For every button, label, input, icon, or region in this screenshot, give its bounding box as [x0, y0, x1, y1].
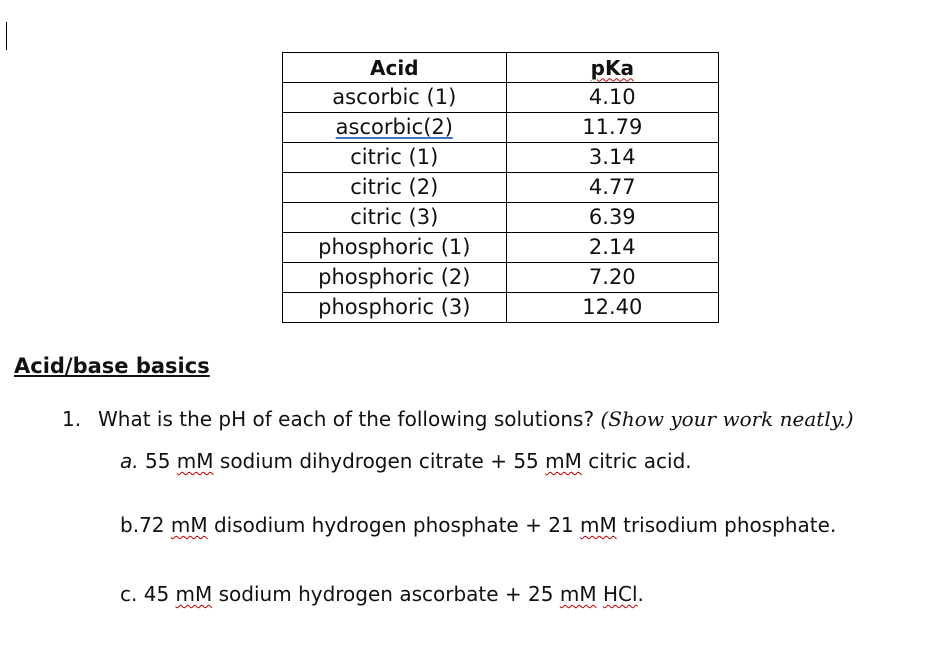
acid-cell: ascorbic(2) [283, 113, 507, 143]
question-hint: (Show your work neatly.) [600, 407, 854, 431]
table-row [283, 143, 719, 173]
question-number: 1. [62, 407, 82, 431]
unit-mm: mM [176, 449, 214, 473]
table-row [283, 263, 719, 293]
acid-cell: citric (2) [283, 173, 507, 203]
unit-mm: mM [175, 582, 213, 606]
question-part-b: b.72 mM disodium hydrogen phosphate + 21 mM trisodium phosphate. [120, 513, 837, 537]
pka-cell: 7.20 [506, 263, 718, 293]
table-row [283, 233, 719, 263]
hcl-text: HCl [602, 582, 638, 606]
section-heading: Acid/base basics [14, 354, 210, 378]
pka-cell: 12.40 [506, 293, 718, 323]
table-row [283, 113, 719, 143]
part-label: c. [120, 582, 138, 606]
question-part-c: c. 45 mM sodium hydrogen ascorbate + 25 mM HCl. [120, 582, 644, 606]
header-acid: Acid [283, 53, 507, 83]
header-pka: pKa [506, 53, 718, 83]
table-row [283, 203, 719, 233]
table-row [283, 83, 719, 113]
question-part-a: a. 55 mM sodium dihydrogen citrate + 55 mM citric acid. [120, 449, 692, 473]
table-row [283, 173, 719, 203]
unit-mm: mM [580, 513, 617, 537]
acid-cell: phosphoric (3) [283, 293, 507, 323]
text-cursor [6, 22, 7, 50]
acid-cell: phosphoric (1) [283, 233, 507, 263]
part-label: a. [120, 449, 139, 473]
question-1 [62, 407, 854, 431]
question-text: What is the pH of each of the following solutions? [98, 407, 595, 431]
pka-cell: 2.14 [506, 233, 718, 263]
pka-table [282, 52, 719, 323]
table-row [283, 293, 719, 323]
pka-cell: 11.79 [506, 113, 718, 143]
acid-cell: citric (1) [283, 143, 507, 173]
pka-cell: 4.77 [506, 173, 718, 203]
part-label: b. [120, 513, 140, 537]
pka-cell: 3.14 [506, 143, 718, 173]
acid-cell: ascorbic (1) [283, 83, 507, 113]
acid-cell: citric (3) [283, 203, 507, 233]
unit-mm: mM [559, 582, 597, 606]
unit-mm: mM [545, 449, 582, 473]
table-header-row [283, 53, 719, 83]
unit-mm: mM [170, 513, 208, 537]
pka-cell: 4.10 [506, 83, 718, 113]
pka-cell: 6.39 [506, 203, 718, 233]
acid-cell: phosphoric (2) [283, 263, 507, 293]
